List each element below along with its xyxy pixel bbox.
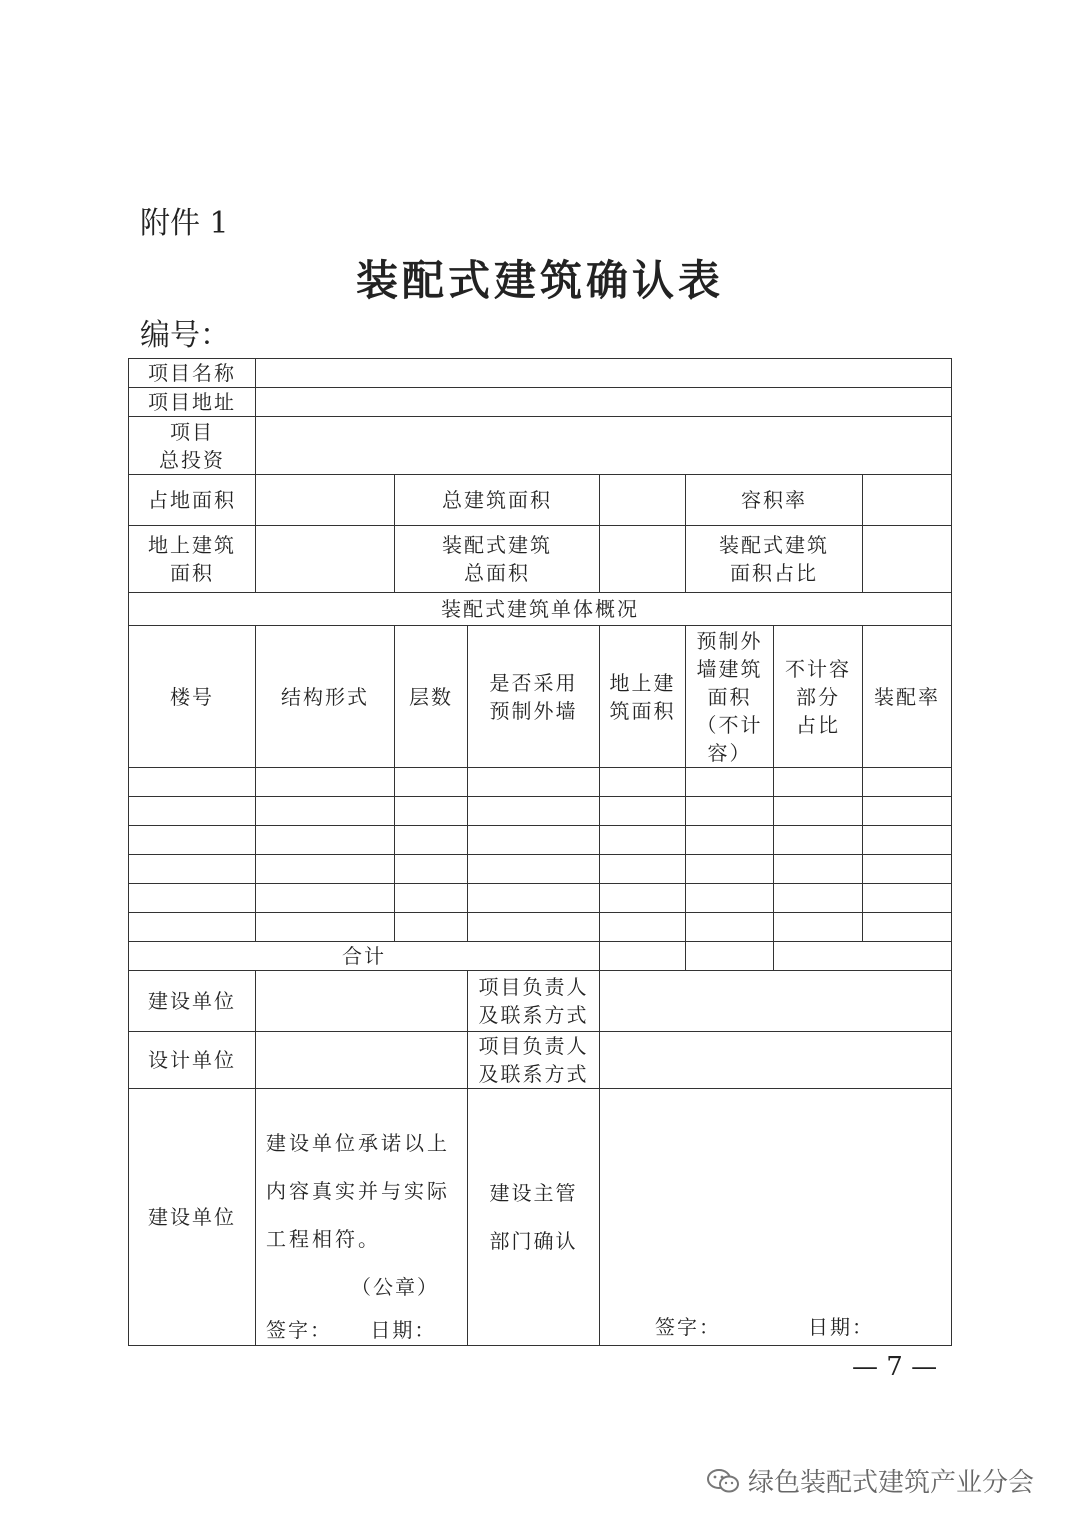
page-number: — 7 — xyxy=(852,1352,938,1382)
commitment-line: 建设单位承诺以上 xyxy=(266,1131,450,1155)
authority-sign-label: 签字： xyxy=(655,1315,721,1339)
section-title: 装配式建筑单体概况 xyxy=(129,593,952,626)
confirmation-form-table xyxy=(128,358,952,1346)
investment-label: 项目 总投资 xyxy=(129,417,256,475)
col-structure-type: 结构形式 xyxy=(256,626,395,768)
plot-ratio-label: 容积率 xyxy=(686,475,863,526)
construction-contact-field[interactable] xyxy=(600,971,952,1032)
above-ground-area-label: 地上建筑 面积 xyxy=(129,526,256,593)
wechat-icon xyxy=(706,1468,740,1494)
col-above-ground-area: 地上建 筑面积 xyxy=(600,626,686,768)
construction-unit-field[interactable] xyxy=(256,971,468,1032)
prefab-total-area-label: 装配式建筑 总面积 xyxy=(395,526,600,593)
investment-field[interactable] xyxy=(256,417,952,475)
above-ground-area-field[interactable] xyxy=(256,526,395,593)
design-unit-label: 设计单位 xyxy=(129,1032,256,1089)
authority-date-label: 日期： xyxy=(808,1315,874,1339)
authority-confirm-label: 建设主管 部门确认 xyxy=(468,1089,600,1346)
prefab-area-ratio-label: 装配式建筑 面积占比 xyxy=(686,526,863,593)
design-unit-field[interactable] xyxy=(256,1032,468,1089)
land-area-label: 占地面积 xyxy=(129,475,256,526)
watermark-text: 绿色装配式建筑产业分会 xyxy=(748,1468,1035,1498)
design-contact-label: 项目负责人 及联系方式 xyxy=(468,1032,600,1089)
construction-unit-label: 建设单位 xyxy=(129,971,256,1032)
seal-label: （公章） xyxy=(351,1275,439,1299)
col-floors: 层数 xyxy=(395,626,468,768)
commitment-line: 内容真实并与实际 xyxy=(266,1179,450,1203)
land-area-field[interactable] xyxy=(256,475,395,526)
total-building-area-label: 总建筑面积 xyxy=(395,475,600,526)
total-above-ground-area[interactable] xyxy=(600,942,686,971)
watermark xyxy=(706,1462,1034,1499)
table-row xyxy=(129,826,952,855)
total-building-area-field[interactable] xyxy=(600,475,686,526)
prefab-total-area-field[interactable] xyxy=(600,526,686,593)
sign-label: 签字： xyxy=(266,1318,332,1342)
serial-number-label: 编号： xyxy=(140,318,230,353)
table-row xyxy=(129,855,952,884)
col-prefab-wall-area: 预制外 墙建筑 面积 （不计 容） xyxy=(686,626,774,768)
total-prefab-wall-area[interactable] xyxy=(686,942,774,971)
commitment-cell[interactable] xyxy=(256,1089,468,1346)
table-row xyxy=(129,768,952,797)
attachment-label: 附件 1 xyxy=(140,206,229,241)
total-label: 合计 xyxy=(129,942,600,971)
commitment-line: 工程相符。 xyxy=(266,1227,381,1251)
page-title: 装配式建筑确认表 xyxy=(355,256,724,305)
construction-contact-label: 项目负责人 及联系方式 xyxy=(468,971,600,1032)
table-row xyxy=(129,884,952,913)
total-remaining[interactable] xyxy=(774,942,952,971)
date-label: 日期： xyxy=(370,1318,437,1342)
plot-ratio-field[interactable] xyxy=(863,475,952,526)
col-prefab-wall: 是否采用 预制外墙 xyxy=(468,626,600,768)
design-contact-field[interactable] xyxy=(600,1032,952,1089)
project-address-field[interactable] xyxy=(256,388,952,417)
commitment-unit-label: 建设单位 xyxy=(129,1089,256,1346)
project-name-label: 项目名称 xyxy=(129,359,256,388)
project-name-field[interactable] xyxy=(256,359,952,388)
col-assembly-rate: 装配率 xyxy=(863,626,952,768)
authority-confirm-field[interactable] xyxy=(600,1089,952,1346)
col-building-number: 楼号 xyxy=(129,626,256,768)
col-excluded-ratio: 不计容 部分 占比 xyxy=(774,626,863,768)
table-row xyxy=(129,913,952,942)
project-address-label: 项目地址 xyxy=(129,388,256,417)
prefab-area-ratio-field[interactable] xyxy=(863,526,952,593)
table-row xyxy=(129,797,952,826)
